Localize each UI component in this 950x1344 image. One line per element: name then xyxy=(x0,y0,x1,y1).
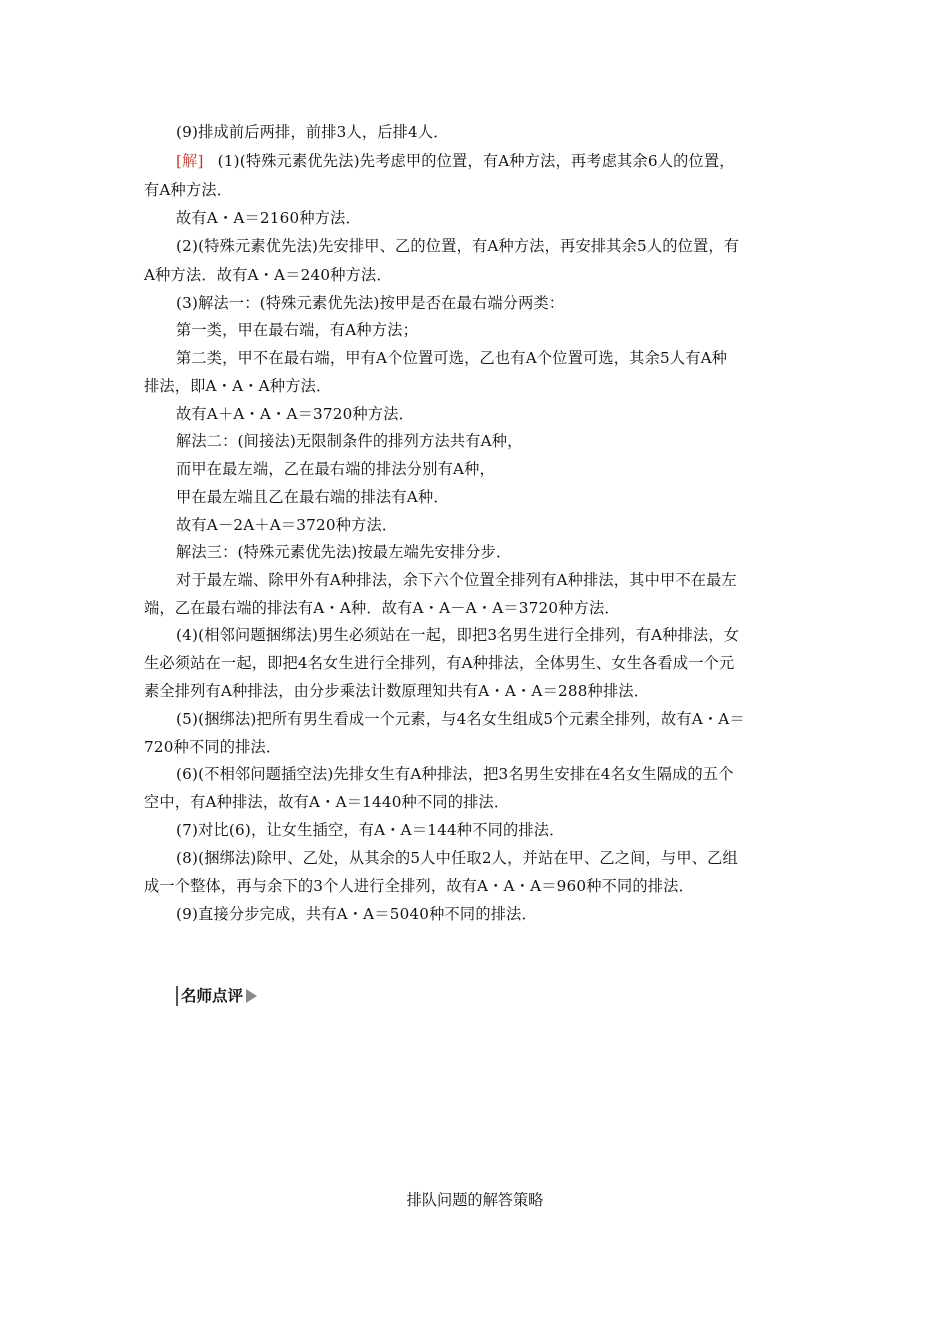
paragraph-line: (9)排成前后两排，前排3人，后排4人． xyxy=(176,123,449,141)
paragraph-line: 排法，即A・A・A种方法． xyxy=(144,377,332,395)
paragraph-line: (9)直接分步完成，共有A・A＝5040种不同的排法． xyxy=(176,905,537,923)
paragraph-line: A种方法．故有A・A＝240种方法． xyxy=(144,266,392,284)
strategy-title: 排队问题的解答策略 xyxy=(406,1191,544,1209)
paragraph-line: 对于最左端、除甲外有A种排法，余下六个位置全排列有A种排法，其中甲不在最左 xyxy=(176,571,737,589)
paragraph-line: (2)(特殊元素优先法)先安排甲、乙的位置，有A种方法，再安排其余5人的位置，有 xyxy=(176,237,740,255)
paragraph-line: 故有A・A＝2160种方法． xyxy=(176,209,361,227)
paragraph-line: 甲在最左端且乙在最右端的排法有A种． xyxy=(176,488,449,506)
paragraph-line: 第一类，甲在最右端，有A种方法； xyxy=(176,321,418,339)
paragraph-line: 故有A－2A＋A＝3720种方法． xyxy=(176,516,398,534)
paragraph-line: 素全排列有A种排法，由分步乘法计数原理知共有A・A・A＝288种排法． xyxy=(144,682,650,700)
section-heading-text: 名师点评 xyxy=(181,987,244,1005)
paragraph-line: (8)(捆绑法)除甲、乙处，从其余的5人中任取2人，并站在甲、乙之间，与甲、乙组 xyxy=(176,849,738,867)
paragraph-line: (5)(捆绑法)把所有男生看成一个元素，与4名女生组成5个元素全排列，故有A・A＝ xyxy=(176,710,745,728)
paragraph-line: (3)解法一：(特殊元素优先法)按甲是否在最右端分两类： xyxy=(176,294,565,312)
paragraph-line: 故有A＋A・A・A＝3720种方法． xyxy=(176,405,414,423)
paragraph-line: (7)对比(6)，让女生插空，有A・A＝144种不同的排法． xyxy=(176,821,565,839)
paragraph-line: 720种不同的排法． xyxy=(144,738,282,756)
paragraph-line: 而甲在最左端，乙在最右端的排法分别有A种， xyxy=(176,460,495,478)
paragraph-line: 生必须站在一起，即把4名女生进行全排列，有A种排法，全体男生、女生各看成一个元 xyxy=(144,654,735,672)
paragraph-line: 解法三：(特殊元素优先法)按最左端先安排分步． xyxy=(176,543,512,561)
paragraph-line: 空中，有A种排法，故有A・A＝1440种不同的排法． xyxy=(144,793,510,811)
paragraph-line: 端，乙在最右端的排法有A・A种．故有A・A－A・A＝3720种方法． xyxy=(144,599,620,617)
line-text: (1)(特殊元素优先法)先考虑甲的位置，有A种方法，再考虑其余6人的位置， xyxy=(217,152,735,170)
paragraph-line: 成一个整体，再与余下的3个人进行全排列，故有A・A・A＝960种不同的排法． xyxy=(144,877,694,895)
solution-label: [解] xyxy=(176,152,204,170)
paragraph-line: (6)(不相邻问题插空法)先排女生有A种排法，把3名男生安排在4名女生隔成的五个 xyxy=(176,765,734,783)
paragraph-line: 有A种方法． xyxy=(144,181,233,199)
triangle-right-icon xyxy=(246,989,257,1003)
section-heading xyxy=(176,985,257,1007)
paragraph-line: 解法二：(间接法)无限制条件的排列方法共有A种， xyxy=(176,432,523,450)
paragraph-line: (4)(相邻问题捆绑法)男生必须站在一起，即把3名男生进行全排列，有A种排法，女 xyxy=(176,626,740,644)
paragraph-line: 第二类，甲不在最右端，甲有A个位置可选，乙也有A个位置可选，其余5人有A种 xyxy=(176,349,728,367)
paragraph-line xyxy=(176,151,735,171)
heading-bar-icon xyxy=(176,986,178,1006)
